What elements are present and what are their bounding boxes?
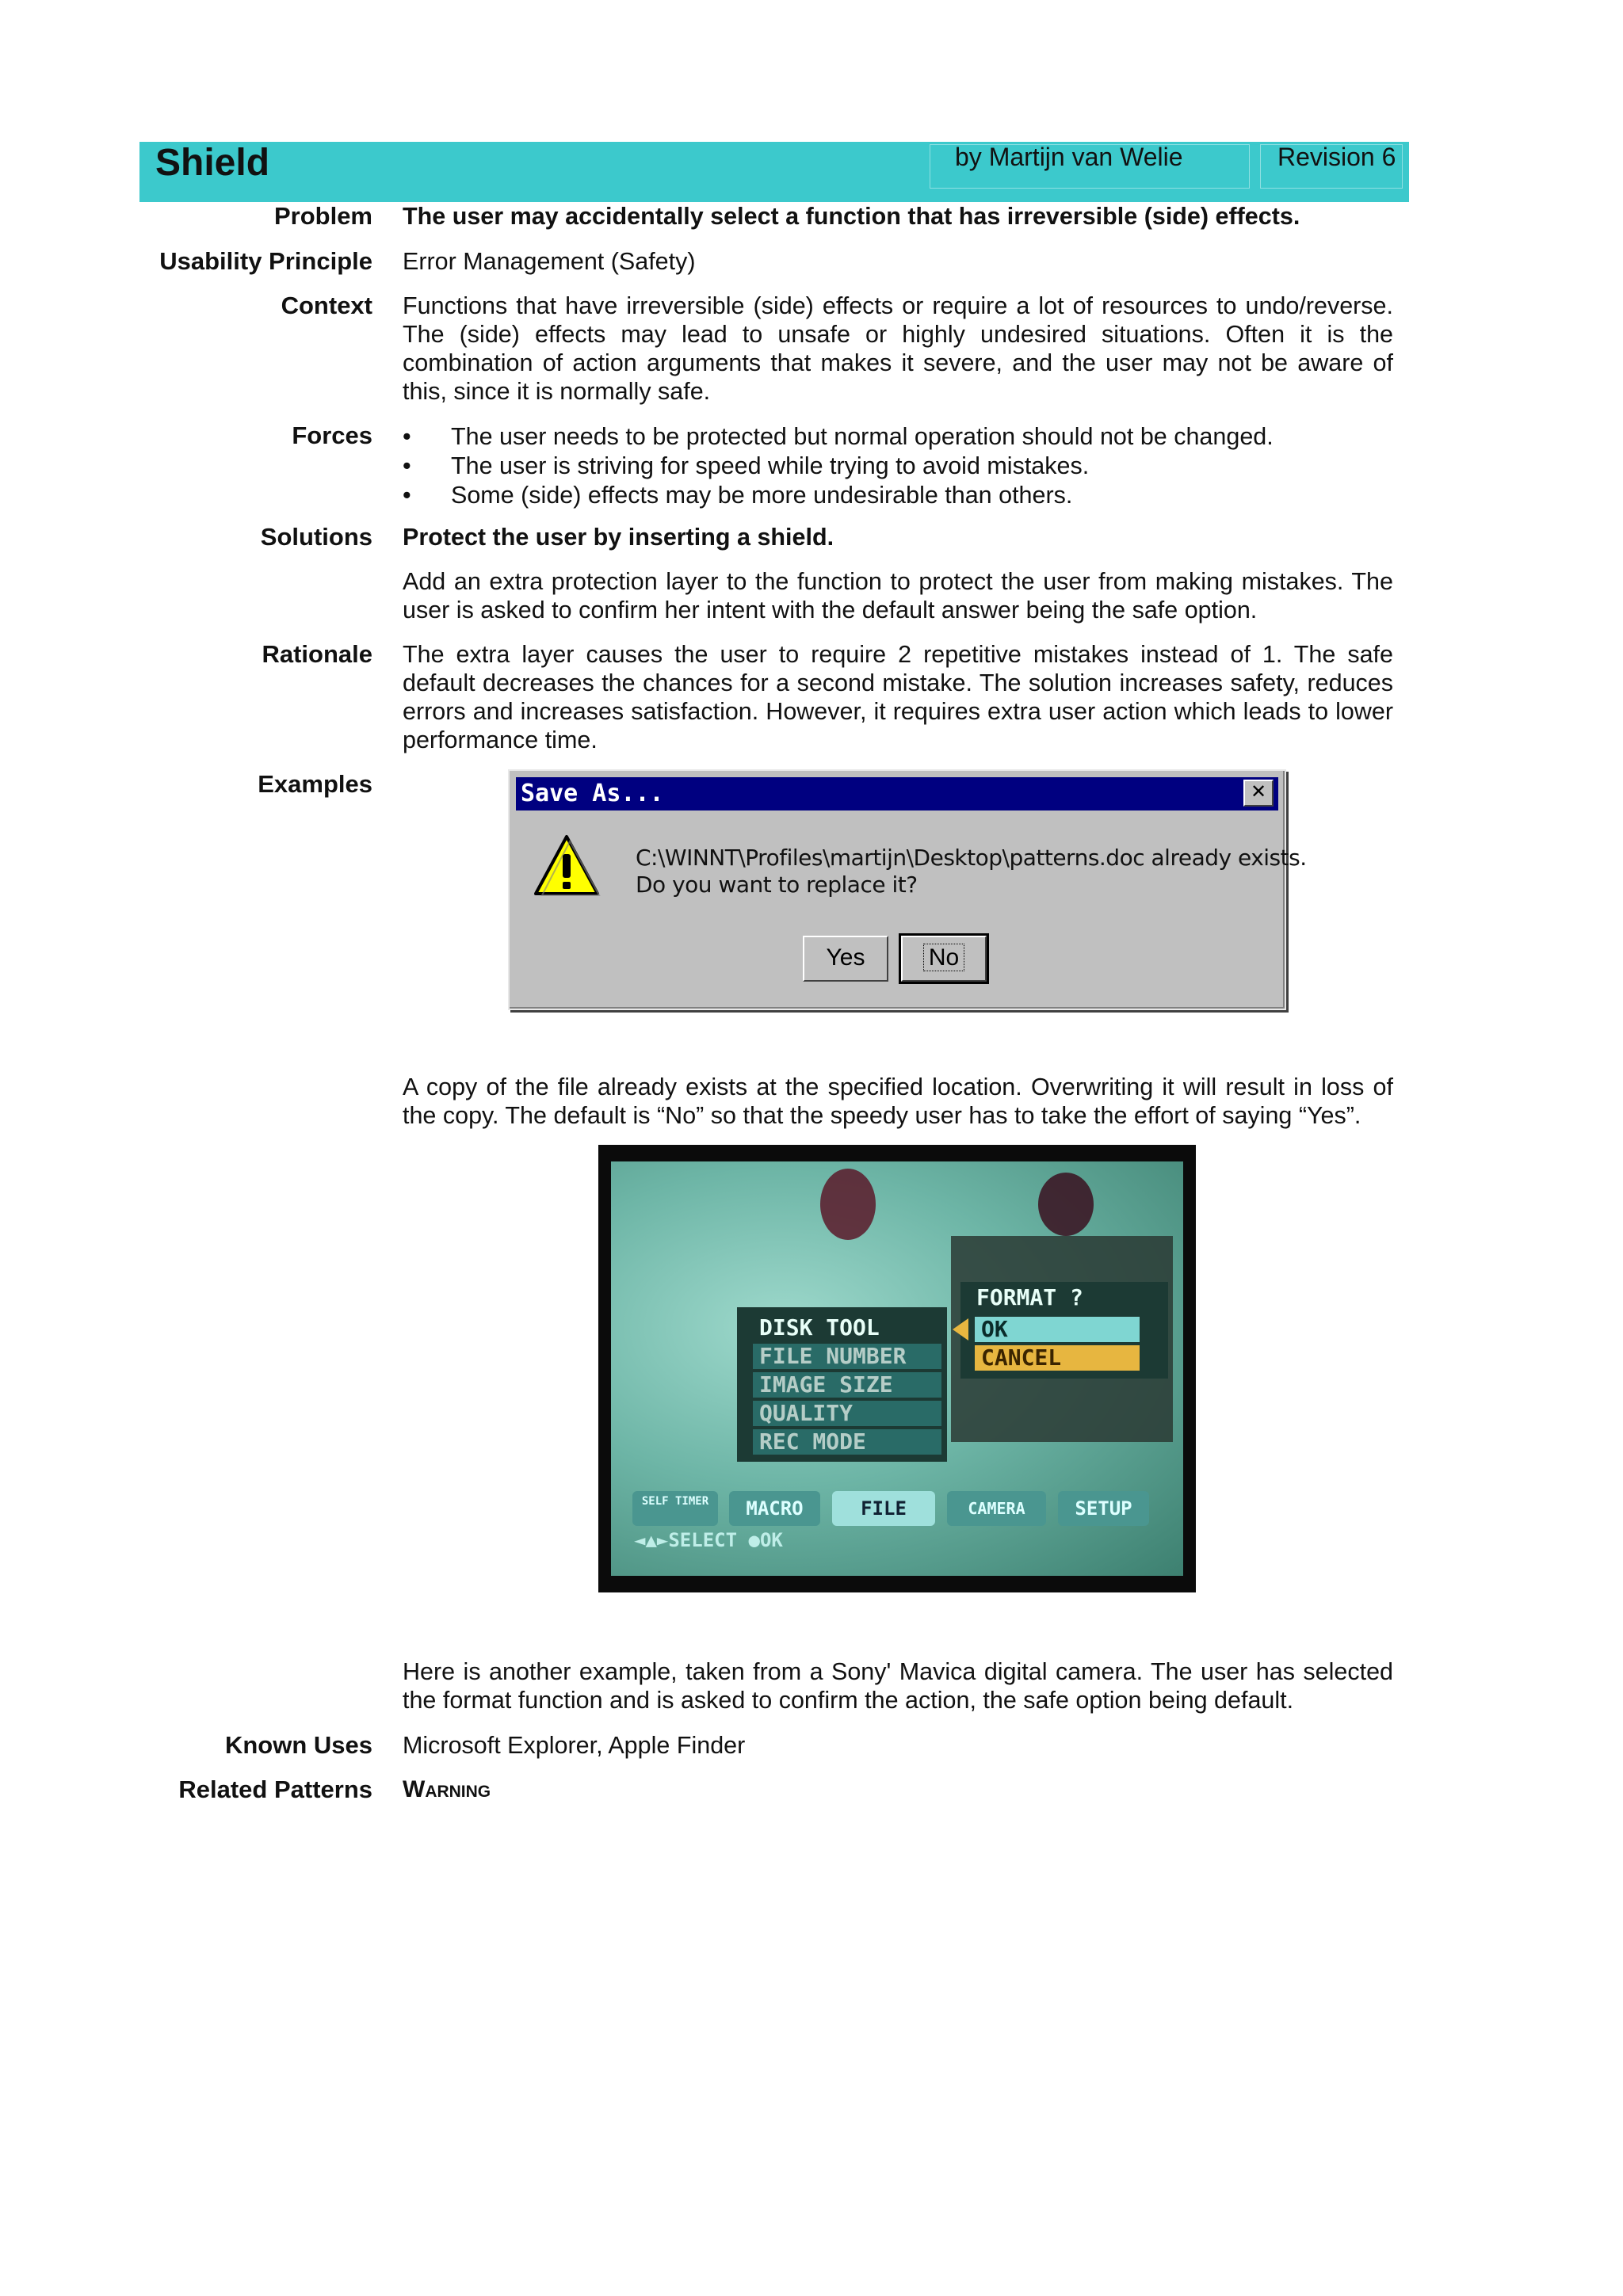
selector-arrow-icon bbox=[951, 1317, 970, 1342]
dialog-title: Save As... bbox=[521, 780, 664, 807]
label-known-uses: Known Uses bbox=[224, 1731, 372, 1759]
force-item: The user is striving for speed while trying to avoid mistakes. bbox=[451, 452, 1090, 479]
known-uses-text: Microsoft Explorer, Apple Finder bbox=[403, 1732, 746, 1759]
menu-item-rec-mode[interactable]: REC MODE bbox=[753, 1429, 941, 1455]
no-button-label: No bbox=[923, 944, 964, 971]
menu-item-quality[interactable]: QUALITY bbox=[753, 1401, 941, 1426]
format-title: FORMAT ? bbox=[976, 1284, 1083, 1310]
label-context: Context bbox=[281, 292, 372, 319]
menu-item-file-number[interactable]: FILE NUMBER bbox=[753, 1344, 941, 1369]
background-blob bbox=[820, 1169, 876, 1240]
context-text: Functions that have irreversible (side) effects or require a lot of resources to undo/reverse. The (side) effects may lead to unsafe or highly undesired situations. Often it is the combination of action arguments that makes it severe, and the user may not be aware of this, since it is normally safe. bbox=[403, 292, 1393, 405]
no-button[interactable] bbox=[901, 936, 987, 982]
camera-footer-hint: ◄▲►SELECT ●OK bbox=[634, 1529, 783, 1551]
rationale-text: The extra layer causes the user to require 2 repetitive mistakes instead of 1. The safe default decreases the chances for a second mistake. The solution increases safety, reduces errors and increases satisfaction. However, it requires extra user action which leads to lower performance time. bbox=[403, 641, 1393, 753]
dialog-message-line1: C:\WINNT\Profiles\martijn\Desktop\patterns.doc already exists. bbox=[636, 845, 1307, 871]
label-related-patterns: Related Patterns bbox=[178, 1775, 372, 1803]
author-label: by Martijn van Welie bbox=[955, 143, 1183, 171]
page-title: Shield bbox=[155, 142, 270, 184]
label-examples: Examples bbox=[258, 770, 372, 798]
label-forces: Forces bbox=[292, 421, 372, 449]
bullet-dot: • bbox=[403, 423, 411, 450]
tab-macro[interactable]: MACRO bbox=[729, 1491, 820, 1526]
label-solutions: Solutions bbox=[260, 523, 372, 551]
format-ok-option[interactable]: OK bbox=[975, 1317, 1140, 1342]
bullet-dot: • bbox=[403, 452, 411, 479]
solution-heading: Protect the user by inserting a shield. bbox=[403, 524, 834, 551]
principle-text: Error Management (Safety) bbox=[403, 248, 696, 275]
example2-caption: Here is another example, taken from a Sony' Mavica digital camera. The user has selected the format function and is asked to confirm the action, the safe option being default. bbox=[403, 1658, 1393, 1714]
dialog-message-line2: Do you want to replace it? bbox=[636, 871, 918, 898]
solution-text: Add an extra protection layer to the function to protect the user from making mistakes. The user is asked to confirm her intent with the default answer being the safe option. bbox=[403, 568, 1393, 624]
problem-text: The user may accidentally select a function that has irreversible (side) effects. bbox=[403, 203, 1300, 230]
background-blob bbox=[1038, 1173, 1094, 1236]
close-icon[interactable]: ✕ bbox=[1243, 780, 1274, 807]
tab-setup[interactable]: SETUP bbox=[1058, 1491, 1149, 1526]
tab-file[interactable]: FILE bbox=[832, 1491, 935, 1526]
label-rationale: Rationale bbox=[262, 640, 372, 668]
bullet-dot: • bbox=[403, 482, 411, 509]
yes-button[interactable]: Yes bbox=[803, 936, 888, 982]
tab-self-timer[interactable]: SELF TIMER bbox=[632, 1491, 718, 1526]
tab-camera[interactable]: CAMERA bbox=[947, 1491, 1046, 1526]
related-pattern-warning-link[interactable]: Warning bbox=[403, 1776, 491, 1802]
label-problem: Problem bbox=[273, 202, 372, 230]
menu-item-disk-tool[interactable]: DISK TOOL bbox=[753, 1315, 941, 1341]
menu-item-image-size[interactable]: IMAGE SIZE bbox=[753, 1372, 941, 1398]
force-item: Some (side) effects may be more undesirable than others. bbox=[451, 482, 1073, 509]
label-principle: Usability Principle bbox=[159, 247, 372, 275]
format-cancel-option[interactable]: CANCEL bbox=[975, 1345, 1140, 1371]
example1-caption: A copy of the file already exists at the specified location. Overwriting it will result in loss of the copy. The default is “No” so that the speedy user has to take the effort of saying “Yes”. bbox=[403, 1074, 1393, 1129]
revision-label: Revision 6 bbox=[1277, 143, 1396, 171]
warning-icon bbox=[533, 833, 601, 897]
force-item: The user needs to be protected but normal operation should not be changed. bbox=[451, 423, 1274, 450]
